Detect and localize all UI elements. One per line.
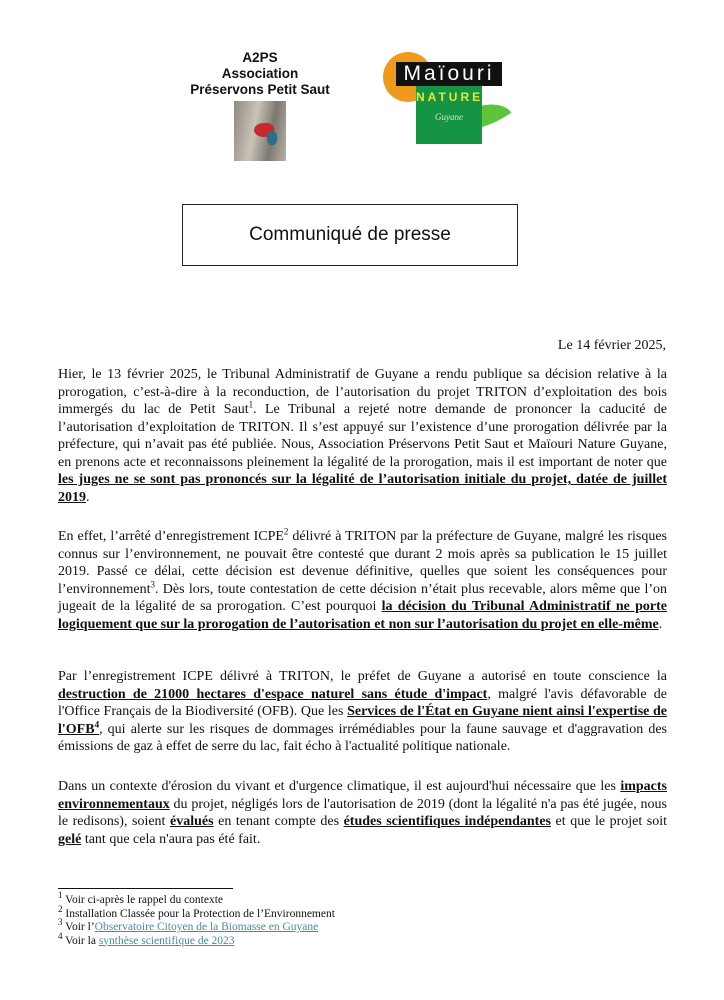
emphasis-text: impacts environnementaux (58, 779, 667, 812)
text-run: En effet, l’arrêté d’enregistrement ICPE (58, 529, 284, 544)
footnote-divider (58, 888, 233, 889)
text-run: . Le Tribunal a rejeté notre demande de prononcer la caducité de l’autorisation d’exploitation de TRITON. Il s’est appuyé sur l’existence d’une prorogation délivrée par la préfecture, qui n’avait pas été publiée. Nous, Association Préservons Petit Saut et Maïouri Nature Guyane, en prenons acte et reconnaissons pleinement la légalité de la prorogation, mais il est important de noter que (58, 402, 667, 470)
press-date: Le 14 février 2025, (557, 338, 666, 353)
logo-name-text: Maïouri (396, 62, 502, 86)
logo-region-text: Guyane (435, 112, 463, 122)
footnote-ref: 1 (248, 399, 254, 410)
text-run: et que le projet soit (551, 814, 668, 829)
text-run: Dans un contexte d'érosion du vivant et d'urgence climatique, il est aujourd'hui nécessaire que les (58, 779, 621, 794)
footnote-number: 4 (58, 930, 63, 941)
maiouri-nature-logo (380, 52, 510, 164)
page-title: Communiqué de presse (182, 204, 518, 266)
text-run: , qui alerte sur les risques de dommages irrémédiables pour la faune sauvage et d'aggravation des émissions de gaz à effet de serre du lac, fait écho à l'actualité politique nationale. (58, 721, 667, 754)
a2ps-logo-line3: Préservons Petit Saut (190, 82, 330, 97)
parrot-photo (234, 101, 286, 161)
footnote-link[interactable]: synthèse scientifique de 2023 (98, 934, 235, 947)
footnote-item (58, 930, 335, 949)
footnote-text: Voir l’ (62, 921, 95, 933)
footnote-text: Installation Classée pour la Protection de l’Environnement (62, 907, 335, 920)
footnote-number: 2 (58, 903, 63, 914)
text-run: . (86, 489, 90, 505)
text-run: Par l’enregistrement ICPE délivré à TRITON, le préfet de Guyane a autorisé en toute conscience la (58, 669, 667, 684)
text-run: Hier, le 13 février 2025, le Tribunal Administratif de Guyane a rendu publique sa décision relative à la prorogation, c’est-à-dire à la reconduction, de l’autorisation du projet TRITON d’exploitation des bois immergés du lac de Petit Saut (58, 367, 667, 417)
text-run: . Dès lors, toute contestation de cette décision n’était plus recevable, alors même que l’on jugeait de la légalité de sa prorogation. C’est pourquoi (58, 581, 667, 614)
footnote-item (58, 917, 335, 935)
paragraph-4 (58, 778, 667, 848)
emphasis-text: la décision du Tribunal Administratif ne porte logiquement que sur la prorogation de l’autorisation et non sur l’autorisation du projet en elle-même (58, 599, 667, 632)
text-run: , malgré l'avis défavorable de l'Office Français de la Biodiversité (OFB). Que les (58, 686, 668, 719)
footnote-number: 1 (58, 890, 63, 901)
emphasis-text: les juges ne se sont pas prononcés sur la légalité de l’autorisation initiale du projet, datée de juillet 2019 (58, 472, 667, 505)
text-run: délivré à TRITON par la préfecture de Guyane, malgré les risques connus sur l’environnement, ne pouvait être contesté que durant 2 mois après sa publication le 15 juillet 2019. Passé ce délai, cette décision est devenue définitive, quelles que soient les conséquences pour l’environnement (58, 529, 667, 597)
footnote-text: Voir ci-après le rappel du contexte (62, 894, 224, 906)
a2ps-logo-line2: Association (221, 66, 299, 81)
logo-nature-text: NATURE (416, 90, 484, 104)
text-run: tant que cela n'aura pas été fait. (81, 831, 261, 847)
paragraph-2 (58, 528, 667, 633)
a2ps-logo (180, 50, 340, 161)
footnote-ref: 4 (94, 718, 100, 729)
paragraph-3 (58, 668, 667, 756)
text-run: en tenant compte des (213, 814, 344, 829)
a2ps-logo-line1: A2PS (242, 50, 278, 65)
text-run: du projet, négligés lors de l'autorisation de 2019 (dont la légalité n'a pas été jugée, nous le redisons), soient (58, 796, 667, 829)
footnote-ref: 2 (283, 526, 289, 537)
footnote-item (58, 903, 335, 922)
emphasis-text: gelé (58, 831, 82, 847)
emphasis-text: évalués (170, 814, 214, 829)
text-run: . (658, 616, 663, 632)
emphasis-text: études scientifiques indépendantes (343, 814, 552, 829)
footnote-link[interactable]: Observatoire Citoyen de la Biomasse en Guyane (94, 921, 319, 933)
green-box (416, 86, 482, 144)
footnote-ref: 3 (150, 578, 156, 589)
footnotes (58, 890, 335, 948)
paragraph-1 (58, 366, 667, 506)
emphasis-text: Services de l'État en Guyane nient ainsi l'expertise de l'OFB (58, 704, 667, 737)
footnote-item (58, 890, 335, 908)
emphasis-text: destruction de 21000 hectares d'espace naturel sans étude d'impact (58, 686, 488, 702)
footnote-text: Voir la (62, 934, 99, 947)
footnote-number: 3 (58, 917, 63, 928)
